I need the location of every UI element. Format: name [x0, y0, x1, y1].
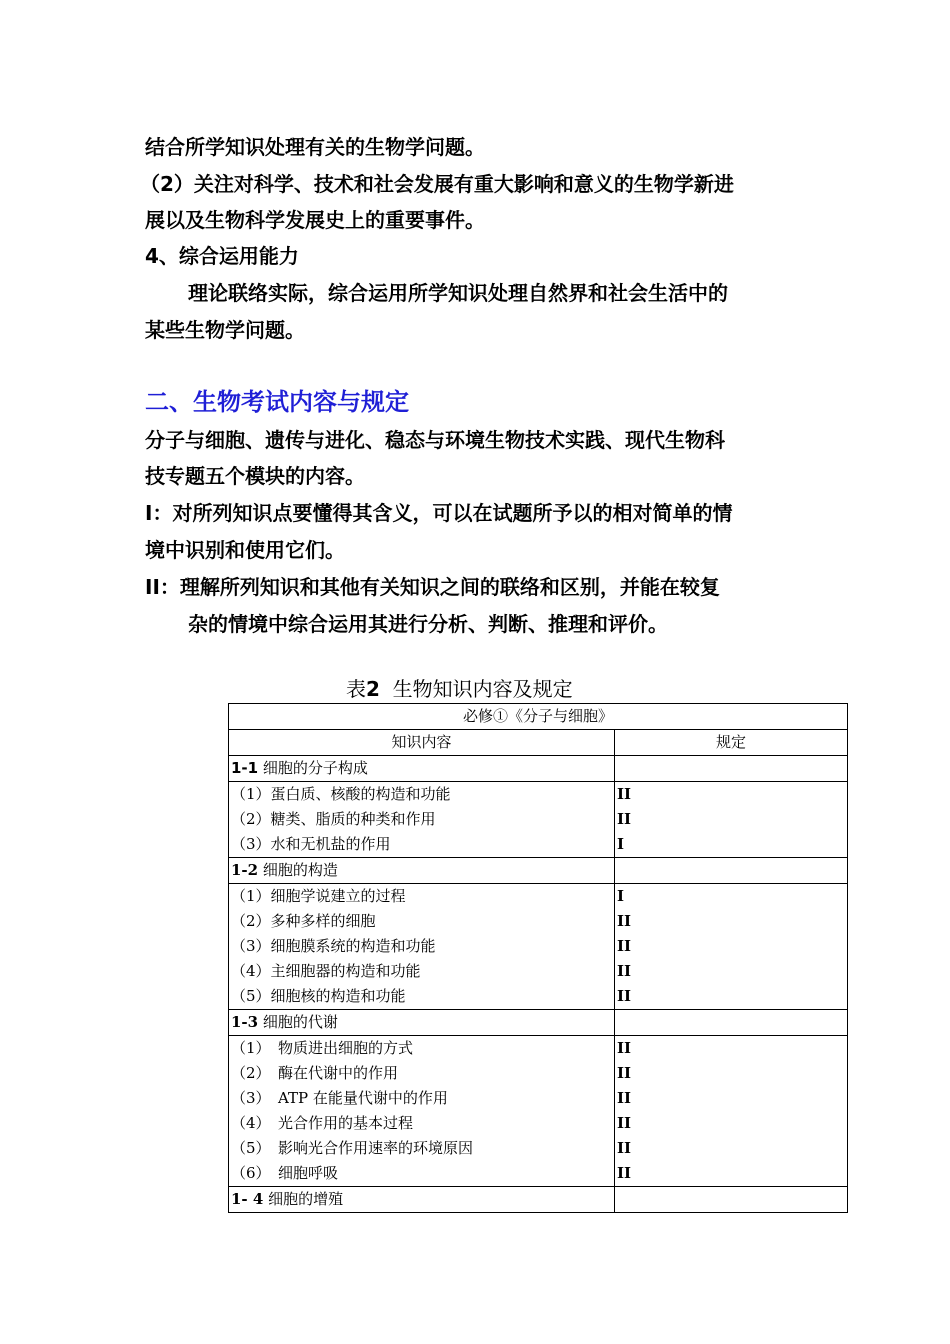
group-title-cell	[229, 858, 615, 884]
module-header: 必修①《分子与细胞》	[463, 707, 614, 725]
item-text: （5）细胞核的构造和功能	[231, 987, 406, 1005]
item-text: （6） 细胞呼吸	[231, 1164, 339, 1182]
section-line: II：理解所列知识和其他有关知识之间的联络和区别，并能在较复	[145, 575, 720, 599]
item-text: （4）主细胞器的构造和功能	[231, 962, 421, 980]
paragraph-line: 理论联络实际，综合运用所学知识处理自然界和社会生活中的	[188, 281, 728, 305]
requirements-table	[228, 703, 848, 1213]
item-level: II	[617, 1164, 632, 1182]
column-header-level-label: 规定	[716, 733, 747, 751]
paragraph-line: （2）关注对科学、技术和社会发展有重大影响和意义的生物学新进	[140, 172, 734, 196]
group-title	[231, 1010, 612, 1035]
item-text: （1）蛋白质、核酸的构造和功能	[231, 785, 451, 803]
item-text: （3）细胞膜系统的构造和功能	[231, 937, 436, 955]
item-level: II	[617, 912, 632, 930]
paragraph-line: 展以及生物科学发展史上的重要事件。	[145, 208, 485, 232]
item-level: II	[617, 785, 632, 803]
table-items-row	[229, 1036, 848, 1187]
group-level-cell	[615, 858, 848, 884]
group-title-cell	[229, 756, 615, 782]
table-title-text: 生物知识内容及规定	[392, 677, 573, 701]
item-text: （3） ATP 在能量代谢中的作用	[231, 1089, 448, 1107]
item-text: （4） 光合作用的基本过程	[231, 1114, 414, 1132]
group-name: 细胞的代谢	[262, 1013, 338, 1031]
table-group-row	[229, 1010, 848, 1036]
group-level-cell	[615, 756, 848, 782]
group-name: 细胞的分子构成	[262, 759, 368, 777]
table-title-prefix: 表	[346, 677, 366, 701]
items-level-cell	[615, 1036, 848, 1187]
section-line: 境中识别和使用它们。	[145, 538, 345, 562]
column-header-content-label: 知识内容	[391, 733, 452, 751]
table-module-row	[229, 704, 848, 730]
table-title-number: 2	[366, 677, 380, 701]
item-text: （2） 酶在代谢中的作用	[231, 1064, 399, 1082]
table-title	[346, 676, 573, 702]
group-name: 细胞的增殖	[268, 1190, 344, 1208]
group-title	[231, 756, 612, 781]
column-header-level	[615, 730, 848, 756]
group-code: 1- 4	[231, 1190, 264, 1208]
items-content-cell	[229, 884, 615, 1010]
item-level: II	[617, 1064, 632, 1082]
group-name: 细胞的构造	[262, 861, 338, 879]
group-title	[231, 1187, 612, 1212]
group-title	[231, 858, 612, 883]
item-text: （1）细胞学说建立的过程	[231, 887, 406, 905]
section-line: 分子与细胞、遗传与进化、稳态与环境生物技术实践、现代生物科	[145, 428, 725, 452]
table-group-row	[229, 756, 848, 782]
section-line: 杂的情境中综合运用其进行分析、判断、推理和评价。	[188, 612, 668, 636]
item-level: II	[617, 1139, 632, 1157]
item-text: （2）多种多样的细胞	[231, 912, 376, 930]
table-group-row	[229, 1187, 848, 1213]
items-level-cell	[615, 782, 848, 858]
group-level-cell	[615, 1187, 848, 1213]
items-level-cell	[615, 884, 848, 1010]
item-level: II	[617, 937, 632, 955]
table-group-row	[229, 858, 848, 884]
section-line: 技专题五个模块的内容。	[145, 464, 365, 488]
group-title-cell	[229, 1187, 615, 1213]
section-heading: 二、生物考试内容与规定	[145, 388, 409, 416]
column-header-content	[229, 730, 615, 756]
group-title-cell	[229, 1010, 615, 1036]
group-code: 1-2	[231, 861, 259, 879]
table-header-row	[229, 730, 848, 756]
group-code: 1-1	[231, 759, 259, 777]
items-content-cell	[229, 782, 615, 858]
item-level: II	[617, 1089, 632, 1107]
module-header-cell	[229, 704, 848, 730]
item-level: II	[617, 1039, 632, 1057]
group-level-cell	[615, 1010, 848, 1036]
subheading-line: 4、综合运用能力	[145, 244, 299, 268]
paragraph-line: 某些生物学问题。	[145, 318, 305, 342]
item-text: （5） 影响光合作用速率的环境原因	[231, 1139, 474, 1157]
items-content-cell	[229, 1036, 615, 1187]
item-text: （2）糖类、脂质的种类和作用	[231, 810, 436, 828]
table-items-row	[229, 884, 848, 1010]
group-code: 1-3	[231, 1013, 259, 1031]
item-text: （3）水和无机盐的作用	[231, 835, 391, 853]
item-level: II	[617, 962, 632, 980]
item-level: II	[617, 1114, 632, 1132]
item-level: I	[617, 835, 625, 853]
item-level: II	[617, 810, 632, 828]
item-level: II	[617, 987, 632, 1005]
item-text: （1） 物质进出细胞的方式	[231, 1039, 414, 1057]
table-items-row	[229, 782, 848, 858]
paragraph-line: 结合所学知识处理有关的生物学问题。	[145, 135, 485, 159]
item-level: I	[617, 887, 625, 905]
section-line: I：对所列知识点要懂得其含义，可以在试题所予以的相对简单的情	[145, 501, 733, 525]
